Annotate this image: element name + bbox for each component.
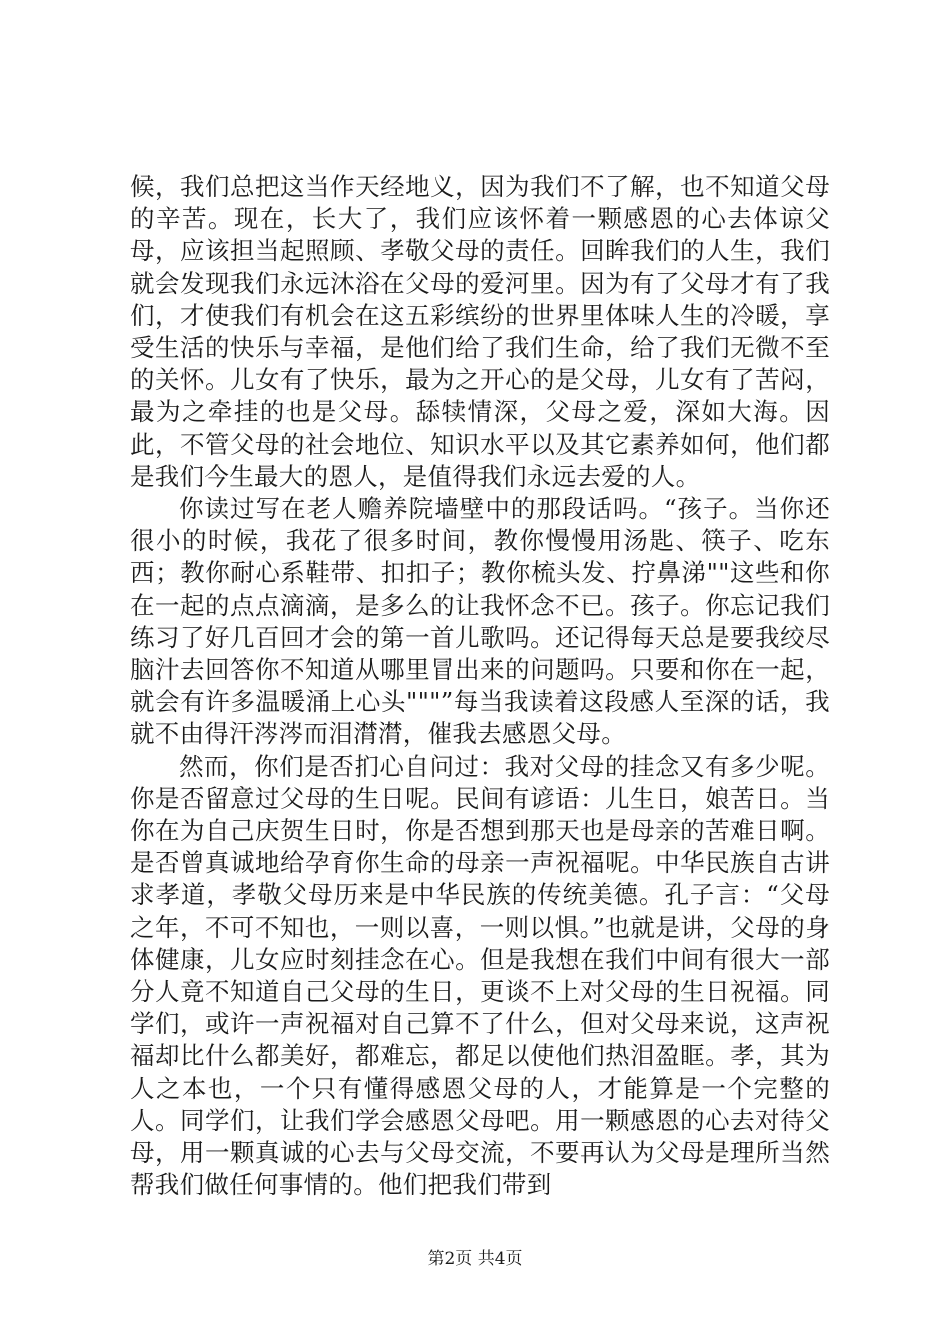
paragraph-3: 然而，你们是否扪心自问过：我对父母的挂念又有多少呢。你是否留意过父母的生日呢。民间有谚语：儿生日，娘苦日。当你在为自己庆贺生日时，你是否想到那天也是母亲的苦难日啊。是否曾真诚地给孕育你生命的母亲一声祝福呢。中华民族自古讲求孝道，孝敬父母历来是中华民族的传统美德。孔子言：“父母之年，不可不知也，一则以喜，一则以惧。”也就是讲，父母的身体健康，儿女应时刻挂念在心。但是我想在我们中间有很大一部分人竟不知道自己父母的生日，更谈不上对父母的生日祝福。同学们，或许一声祝福对自己算不了什么，但对父母来说，这声祝福却比什么都美好，都难忘，都足以使他们热泪盈眶。孝，其为人之本也，一个只有懂得感恩父母的人，才能算是一个完整的人。同学们，让我们学会感恩父母吧。用一颗感恩的心去对待父母，用一颗真诚的心去与父母交流，不要再认为父母是理所当然帮我们做任何事情的。他们把我们带到 (130, 751, 831, 1200)
body-text (130, 171, 830, 1202)
paragraph-2: 你读过写在老人赡养院墙壁中的那段话吗。“孩子。当你还很小的时候，我花了很多时间，教你慢慢用汤匙、筷子、吃东西；教你耐心系鞋带、扣扣子；教你梳头发、拧鼻涕""这些和你在一起的点点滴滴，是多么的让我怀念不已。孩子。你忘记我们练习了好几百回才会的第一首儿歌吗。还记得每天总是要我绞尽脑汁去回答你不知道从哪里冒出来的问题吗。只要和你在一起，就会有许多温暖涌上心头"""”每当我读着这段感人至深的话，我就不由得汗涔涔而泪潸潸，催我去感恩父母。 (130, 494, 830, 749)
page-footer: 第2页 共4页 (427, 1249, 523, 1269)
paragraph-1: 候，我们总把这当作天经地义，因为我们不了解，也不知道父母的辛苦。现在，长大了，我们应该怀着一颗感恩的心去体谅父母，应该担当起照顾、孝敬父母的责任。回眸我们的人生，我们就会发现我们永远沐浴在父母的爱河里。因为有了父母才有了我们，才使我们有机会在这五彩缤纷的世界里体味人生的冷暖，享受生活的快乐与幸福，是他们给了我们生命，给了我们无微不至的关怀。儿女有了快乐，最为之开心的是父母，儿女有了苦闷，最为之牵挂的也是父母。舔犊情深，父母之爱，深如大海。因此，不管父母的社会地位、知识水平以及其它素养如何，他们都是我们今生最大的恩人，是值得我们永远去爱的人。 (130, 172, 830, 491)
